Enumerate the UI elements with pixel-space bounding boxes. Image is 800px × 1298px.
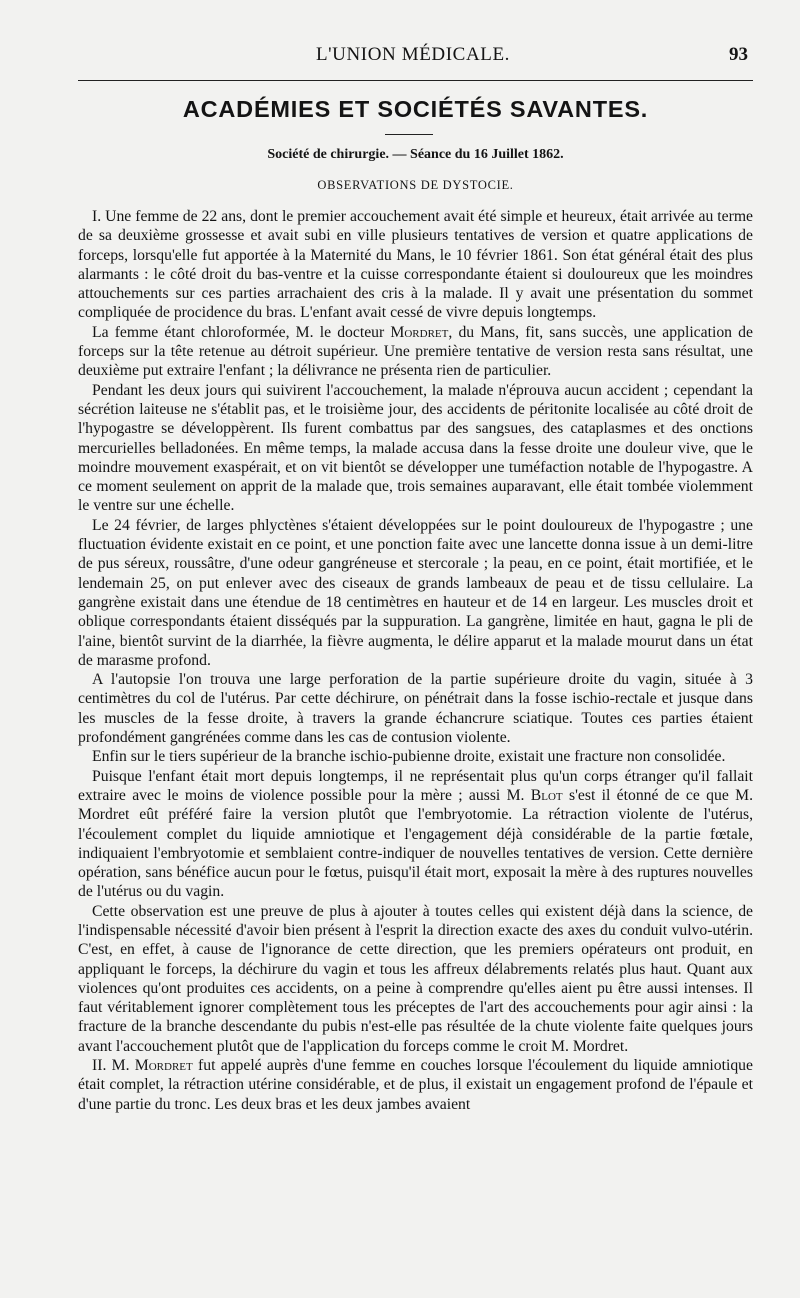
paragraph: I. Une femme de 22 ans, dont le premier accouchement avait été simple et heureux, était arrivée au terme de sa deuxième grossesse et avait subi en ville plusieurs tentatives de version et quatre applications de forceps, lorsqu'elle fut apportée à la Maternité du Mans, le 10 février 1861. Son état général était des plus alarmants : le côté droit du bas-ventre et la cuisse correspondante étaient si douloureux que les moindres attouchements sur ces parties arrachaient des cris à la malade. Il y avait une présentation du sommet compliquée de procidence du bras. L'enfant avait cessé de vivre depuis longtemps. — [78, 208, 753, 322]
paragraph: Pendant les deux jours qui suivirent l'accouchement, la malade n'éprouva aucun accident ; cependant la sécrétion laiteuse ne s'établit pas, et le troisième jour, des accidents de péritonite localisée au côté droit de l'hypogastre se développèrent. Ils furent combattus par des sangsues, des cataplasmes et des onctions mercurielles belladonées. En même temps, la malade accusa dans la fesse droite une douleur vive, que le moindre mouvement exaspérait, et on vit bientôt se développer une tuméfaction notable de l'hypogastre. A ce moment seulement on apprit de la malade que, trois semaines auparavant, elle était tombée violemment le ventre sur une échelle. — [78, 381, 753, 515]
running-head — [78, 44, 748, 70]
paragraph: II. M. Mordret fut appelé auprès d'une femme en couches lorsque l'écoulement du liquide amniotique était complet, la rétraction utérine considérable, et de plus, il existait un engagement profond de l'épaule et d'une partie du tronc. Les deux bras et les deux jambes avaient — [78, 1057, 753, 1113]
paragraph: A l'autopsie l'on trouva une large perforation de la partie supérieure droite du vagin, située à 3 centimètres du col de l'utérus. Par cette déchirure, on pénétrait dans la fosse ischio-rectale et jusque dans les muscles de la fesse droite, à travers la grande échancrure sciatique. Toutes ces parties étaient profondément gangrénées comme dans les cas de contusion violente. — [78, 671, 753, 747]
paragraph: Le 24 février, de larges phlyctènes s'étaient développées sur le point douloureux de l'hypogastre ; une fluctuation évidente existait en ce point, et une ponction faite avec une lancette donna issue à un demi-litre de pus séreux, roussâtre, d'une odeur gangréneuse et stercorale ; la peau, en ce point, était mortifiée, et le lendemain 25, on put enlever avec des ciseaux de grands lambeaux de peau et de tissu cellulaire. La gangrène existait dans une étendue de 18 centimètres en hauteur et de 14 en largeur. Les muscles droit et oblique correspondants étaient disséqués par la suppuration. La gangrène, limitée en haut, gagna le pli de l'aine, bientôt survint de la diarrhée, la fièvre augmenta, le délire apparut et la malade mourut dans un état de marasme profond. — [78, 516, 753, 669]
paragraph: Enfin sur le tiers supérieur de la branche ischio-pubienne droite, existait une fracture non consolidée. — [92, 748, 726, 766]
article-body — [78, 207, 753, 1114]
society-name: Société de chirurgie. — [267, 147, 390, 162]
header-rule — [78, 80, 753, 81]
observations-subheading: OBSERVATIONS DE DYSTOCIE. — [317, 178, 514, 192]
journal-title: L'UNION MÉDICALE. — [315, 44, 511, 65]
title-rule — [385, 134, 433, 135]
author-name: Mordret — [134, 1057, 193, 1075]
society-session-line — [78, 147, 753, 163]
paragraph: Puisque l'enfant était mort depuis longtemps, il ne représentait plus qu'un corps étranger qu'il fallait extraire avec le moins de violence possible pour la mère ; aussi M. Blot s'est il étonné de ce que M. Mordret eût préféré faire la version plutôt que l'embryotomie. La rétraction violente de l'utérus, l'écoulement complet du liquide amniotique et l'engagement déjà considérable de la partie fœtale, indiquaient l'embryotomie et semblaient contre-indiquer de nouvelles tentatives de version. Cette dernière opération, sans bénéfice aucun pour le fœtus, puisqu'il était mort, exposait la mère à des ruptures nouvelles de l'utérus ou du vagin. — [78, 767, 753, 901]
page-number: 93 — [729, 44, 748, 65]
paragraph: La femme étant chloroformée, M. le docteur Mordret, du Mans, fit, sans succès, une application de forceps sur la tête retenue au détroit supérieur. Une première tentative de version resta sans résultat, une deuxième put extraire l'enfant ; la délivrance ne présenta rien de particulier. — [78, 323, 753, 380]
society-separator: — — [392, 147, 407, 162]
session-date: Séance du 16 Juillet 1862. — [410, 147, 564, 162]
section-title: ACADÉMIES ET SOCIÉTÉS SAVANTES. — [182, 96, 649, 122]
paragraph: Cette observation est une preuve de plus à ajouter à toutes celles qui existent déjà dans la science, de l'indispensable nécessité d'avoir bien présent à l'esprit la direction exacte des axes du conduit vulvo-utérin. C'est, en effet, à cause de l'ignorance de cette direction, que les premiers opérateurs ont produit, en appliquant le forceps, la déchirure du vagin et tous les affreux délabrements relatés plus haut. Quant aux violences qu'ont produites ces accidents, on a peine à comprendre qu'elles aient pu être aussi intenses. Il faut véritablement ignorer complètement tous les préceptes de l'art des accouchements pour agir ainsi : la fracture de la branche descendante du pubis n'est-elle pas résultée de la chute violente faite quelques jours avant l'accouchement plutôt que de l'application du forceps comme le croit M. Mordret. — [78, 902, 753, 1055]
author-name: Mordret — [390, 323, 449, 341]
author-name: Blot — [530, 786, 563, 804]
